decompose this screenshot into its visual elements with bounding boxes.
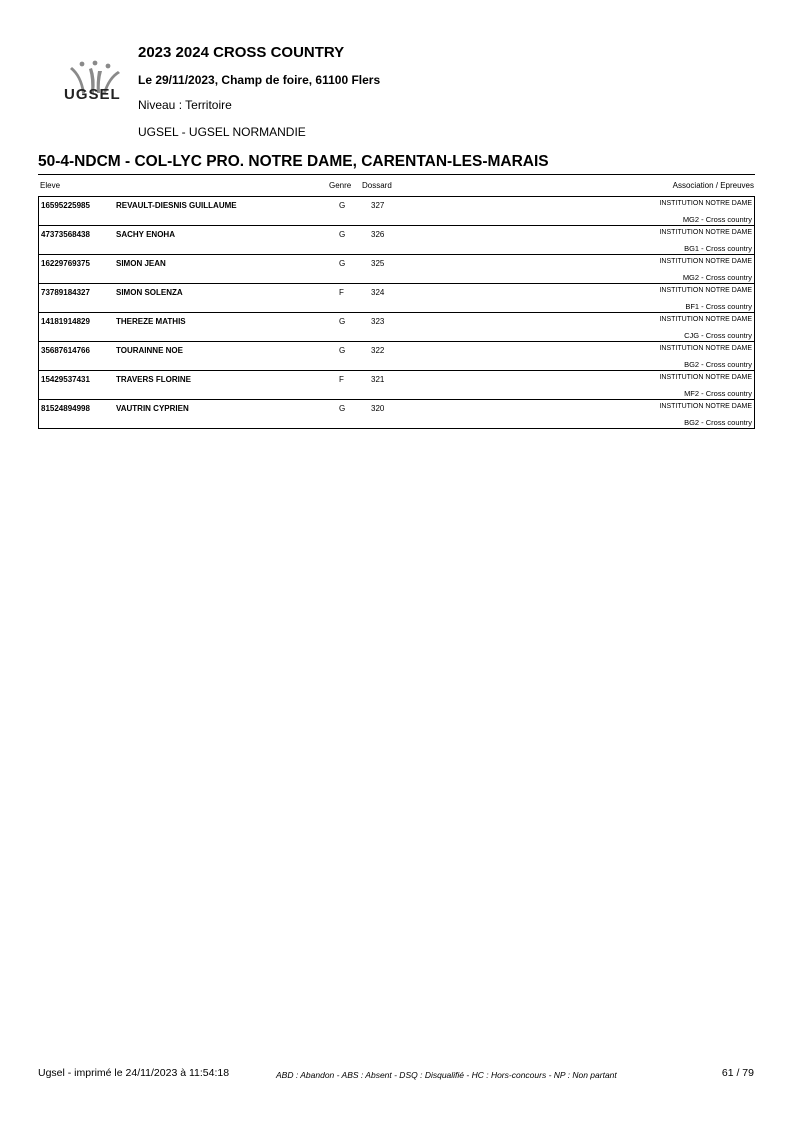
footer-printed: Ugsel - imprimé le 24/11/2023 à 11:54:18 [38,1067,230,1079]
table-row [38,312,755,342]
student-name: SACHY ENOHA [116,230,175,239]
results-table [38,197,755,429]
student-genre: G [339,201,346,210]
epreuve: CJG - Cross country [684,331,752,340]
epreuve: BF1 - Cross country [685,302,752,311]
student-id: 47373568438 [41,230,90,239]
epreuve: BG1 - Cross country [684,244,752,253]
student-name: SIMON JEAN [116,259,166,268]
association: INSTITUTION NOTRE DAME [659,200,752,207]
organisation: UGSEL - UGSEL NORMANDIE [138,125,306,139]
table-row [38,254,755,284]
table-row [38,399,755,429]
student-genre: G [339,259,346,268]
student-genre: G [339,346,346,355]
epreuve: BG2 - Cross country [684,360,752,369]
student-id: 14181914829 [41,317,90,326]
student-id: 16595225985 [41,201,90,210]
student-dossard: 325 [371,259,385,268]
epreuve: MG2 - Cross country [682,273,752,282]
association: INSTITUTION NOTRE DAME [659,287,752,294]
student-name: THEREZE MATHIS [116,317,186,326]
epreuve: MG2 - Cross country [682,215,752,224]
student-genre: G [339,404,346,413]
student-dossard: 324 [371,288,385,297]
student-id: 16229769375 [41,259,90,268]
student-name: SIMON SOLENZA [116,288,183,297]
student-name: VAUTRIN CYPRIEN [116,404,189,413]
table-header [38,174,755,193]
column-association: Association / Epreuves [672,181,754,190]
student-genre: G [339,230,346,239]
column-genre: Genre [329,181,352,190]
event-date-location: Le 29/11/2023, Champ de foire, 61100 Flers [138,73,381,87]
association: INSTITUTION NOTRE DAME [659,374,752,381]
student-dossard: 320 [371,404,385,413]
student-id: 73789184327 [41,288,90,297]
student-dossard: 327 [371,201,385,210]
table-row [38,225,755,255]
club-title: 50-4-NDCM - COL-LYC PRO. NOTRE DAME, CARENTAN-LES-MARAIS [38,153,549,170]
column-eleve: Eleve [40,181,61,190]
student-id: 15429537431 [41,375,90,384]
page-title: 2023 2024 CROSS COUNTRY [138,44,345,61]
footer-legend: ABD : Abandon - ABS : Absent - DSQ : Disqualifié - HC : Hors-concours - NP : Non partant [276,1070,617,1080]
student-dossard: 321 [371,375,385,384]
association: INSTITUTION NOTRE DAME [659,316,752,323]
table-row [38,283,755,313]
logo-text: UGSEL [64,86,121,103]
association: INSTITUTION NOTRE DAME [659,403,752,410]
association: INSTITUTION NOTRE DAME [659,258,752,265]
epreuve: BG2 - Cross country [684,418,752,427]
event-level: Niveau : Territoire [138,98,232,112]
table-row [38,370,755,400]
student-dossard: 326 [371,230,385,239]
epreuve: MF2 - Cross country [684,389,752,398]
student-genre: F [339,288,344,297]
student-genre: G [339,317,346,326]
student-name: TOURAINNE NOE [116,346,183,355]
table-row [38,196,755,226]
student-name: REVAULT-DIESNIS GUILLAUME [116,201,237,210]
page-number: 61 / 79 [721,1067,754,1079]
student-id: 35687614766 [41,346,90,355]
association: INSTITUTION NOTRE DAME [659,229,752,236]
student-dossard: 322 [371,346,385,355]
student-dossard: 323 [371,317,385,326]
table-row [38,341,755,371]
column-dossard: Dossard [362,181,392,190]
student-genre: F [339,375,344,384]
student-name: TRAVERS FLORINE [116,375,191,384]
student-id: 81524894998 [41,404,90,413]
association: INSTITUTION NOTRE DAME [659,345,752,352]
